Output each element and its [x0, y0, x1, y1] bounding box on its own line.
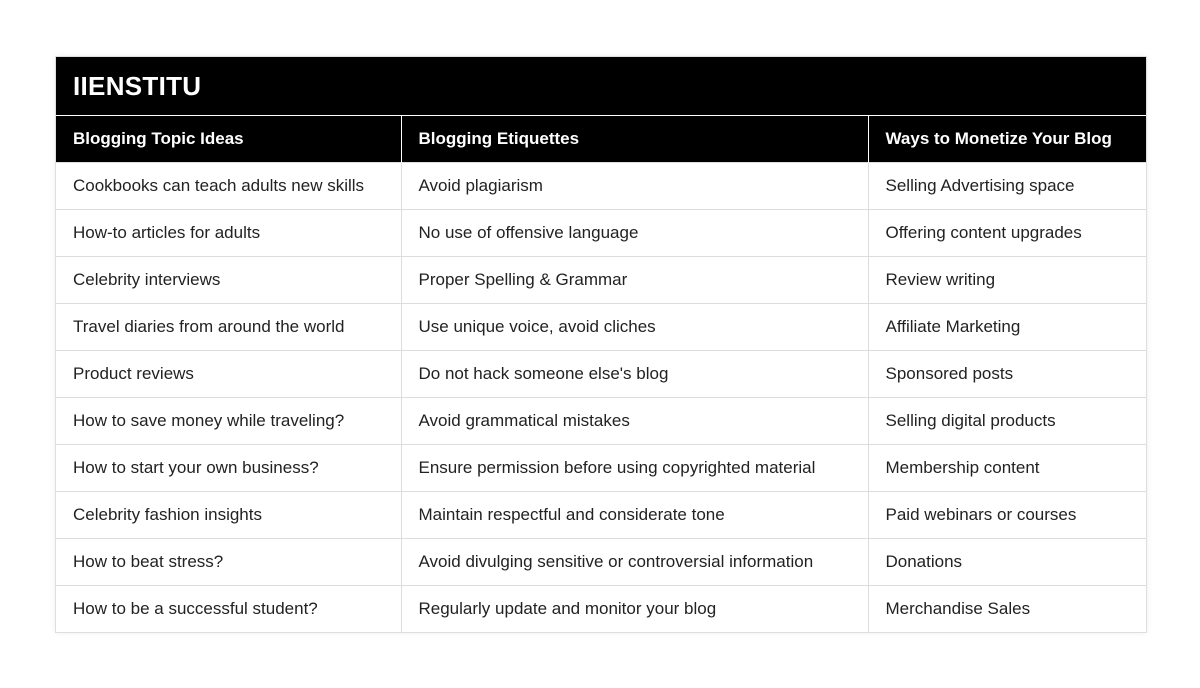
table-row	[56, 445, 1146, 492]
table-cell: Celebrity fashion insights	[56, 492, 401, 539]
table-cell: Regularly update and monitor your blog	[401, 586, 868, 633]
table-cell: Merchandise Sales	[868, 586, 1146, 633]
table-cell: How to start your own business?	[56, 445, 401, 492]
table-cell: Offering content upgrades	[868, 210, 1146, 257]
table-row	[56, 163, 1146, 210]
table-cell: Travel diaries from around the world	[56, 304, 401, 351]
table-cell: Product reviews	[56, 351, 401, 398]
table-cell: Donations	[868, 539, 1146, 586]
header-row	[56, 116, 1146, 163]
table-cell: Maintain respectful and considerate tone	[401, 492, 868, 539]
column-header-topic-ideas: Blogging Topic Ideas	[56, 116, 401, 163]
table-title: IIENSTITU	[56, 57, 1146, 116]
table-cell: No use of offensive language	[401, 210, 868, 257]
table-cell: How to save money while traveling?	[56, 398, 401, 445]
table-cell: Use unique voice, avoid cliches	[401, 304, 868, 351]
table-cell: Proper Spelling & Grammar	[401, 257, 868, 304]
table-row	[56, 492, 1146, 539]
table-cell: How-to articles for adults	[56, 210, 401, 257]
table-row	[56, 351, 1146, 398]
table-cell: Do not hack someone else's blog	[401, 351, 868, 398]
table-cell: Celebrity interviews	[56, 257, 401, 304]
table-cell: Selling Advertising space	[868, 163, 1146, 210]
table-row	[56, 257, 1146, 304]
table-row	[56, 210, 1146, 257]
table-cell: Avoid plagiarism	[401, 163, 868, 210]
table-row	[56, 398, 1146, 445]
table-cell: Sponsored posts	[868, 351, 1146, 398]
table-cell: Ensure permission before using copyrighted material	[401, 445, 868, 492]
table-cell: Selling digital products	[868, 398, 1146, 445]
column-header-monetize: Ways to Monetize Your Blog	[868, 116, 1146, 163]
table-cell: Avoid divulging sensitive or controversial information	[401, 539, 868, 586]
table-cell: Paid webinars or courses	[868, 492, 1146, 539]
table-cell: Cookbooks can teach adults new skills	[56, 163, 401, 210]
table-row	[56, 586, 1146, 633]
table-cell: Review writing	[868, 257, 1146, 304]
table-cell: Membership content	[868, 445, 1146, 492]
blogging-table-card	[55, 56, 1147, 633]
table-cell: How to be a successful student?	[56, 586, 401, 633]
table-cell: Affiliate Marketing	[868, 304, 1146, 351]
table-cell: Avoid grammatical mistakes	[401, 398, 868, 445]
table-row	[56, 304, 1146, 351]
table-cell: How to beat stress?	[56, 539, 401, 586]
column-header-etiquettes: Blogging Etiquettes	[401, 116, 868, 163]
table-row	[56, 539, 1146, 586]
blogging-table	[56, 116, 1146, 632]
